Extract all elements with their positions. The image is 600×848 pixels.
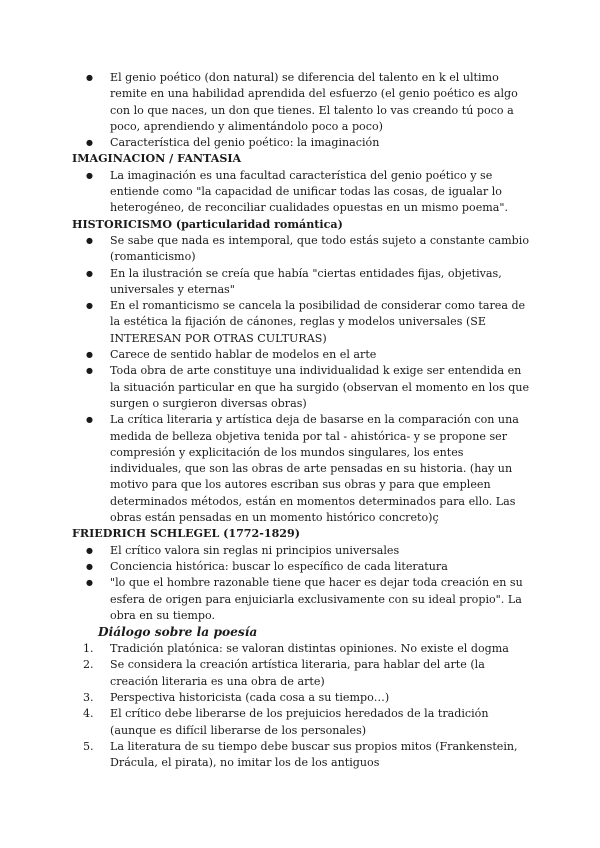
item-text: Tradición platónica: se valoran distintas opiniones. No existe el dogma — [110, 642, 509, 656]
list-item: ● Carece de sentido hablar de modelos en el arte — [72, 347, 534, 363]
list-item: ● La imaginación es una facultad característica del genio poético y se entiende como "la capacidad de unificar todas las cosas, de igualar lo heterogéneo, de reconciliar cualidades opuestas en un mismo poema". — [72, 168, 534, 217]
item-number: 3. — [83, 690, 94, 704]
subheading-dialogo: Diálogo sobre la poesía — [98, 625, 258, 640]
item-text: El crítico debe liberarse de los prejuicios heredados de la tradición (aunque es difícil liberarse de los personales) — [110, 707, 489, 737]
dialogo-numbered-list — [72, 641, 534, 771]
item-text: Perspectiva historicista (cada cosa a su tiempo…) — [110, 690, 390, 704]
numbered-item — [72, 739, 534, 772]
list-item: ● En el romanticismo se cancela la posibilidad de considerar como tarea de la estética la fijación de cánones, reglas y modelos universales (SE INTERESAN POR OTRAS CULTURAS) — [72, 298, 534, 347]
section-heading-historicismo: HISTORICISMO (particularidad romántica) — [72, 217, 343, 231]
list-item: ● En la ilustración se creía que había "ciertas entidades fijas, objetivas, universales y eternas" — [72, 266, 534, 299]
document-body — [72, 70, 534, 771]
section-heading-schlegel: FRIEDRICH SCHLEGEL (1772-1829) — [72, 527, 300, 541]
numbered-item — [72, 641, 534, 657]
imaginacion-bullet-list — [72, 168, 534, 217]
item-number: 5. — [83, 739, 94, 753]
numbered-item — [72, 690, 534, 706]
item-number: 1. — [83, 642, 94, 656]
intro-bullet-list — [72, 70, 534, 151]
numbered-item — [72, 706, 534, 739]
list-item: ● "lo que el hombre razonable tiene que hacer es dejar toda creación en su esfera de origen para enjuiciarla exclusivamente con su ideal propio". La obra en su tiempo. — [72, 575, 534, 624]
item-text: La literatura de su tiempo debe buscar sus propios mitos (Frankenstein, Drácula, el pirata), no imitar los de los antiguos — [110, 739, 518, 770]
list-item: ● Característica del genio poético: la imaginación — [72, 135, 534, 151]
list-item: ● El genio poético (don natural) se diferencia del talento en k el ultimo remite en una habilidad aprendida del esfuerzo (el genio poético es algo con lo que naces, un don que tienes. El talento lo vas creando tú poco a poco, aprendiendo y alimentándolo poco a poco) — [72, 70, 534, 135]
list-item: ● El crítico valora sin reglas ni principios universales — [72, 543, 534, 559]
item-text: Se considera la creación artística literaria, para hablar del arte (la creación literaria es una obra de arte) — [110, 658, 485, 688]
numbered-item — [72, 657, 534, 690]
list-item: ● Conciencia histórica: buscar lo específico de cada literatura — [72, 559, 534, 575]
schlegel-bullet-list — [72, 543, 534, 624]
list-item: ● Se sabe que nada es intemporal, que todo estás sujeto a constante cambio (romanticismo) — [72, 233, 534, 266]
item-number: 4. — [83, 707, 94, 721]
item-number: 2. — [83, 658, 94, 672]
historicismo-bullet-list — [72, 233, 534, 526]
section-heading-imaginacion: IMAGINACION / FANTASIA — [72, 152, 242, 166]
list-item: ● La crítica literaria y artística deja de basarse en la comparación con una medida de belleza objetiva tenida por tal - ahistórica- y se propone ser compresión y explicitación de los mundos singulares, los entes individuales, que son las obras de arte pensadas en su historia. (hay un motivo para que los autores escriban sus obras y para que empleen determinados métodos, están en momentos determinados para ello. Las obras están pensadas en un momento histórico concreto)ç — [72, 412, 534, 526]
list-item: ● Toda obra de arte constituye una individualidad k exige ser entendida en la situación particular en que ha surgido (observan el momento en los que surgen o surgieron diversas obras) — [72, 363, 534, 412]
